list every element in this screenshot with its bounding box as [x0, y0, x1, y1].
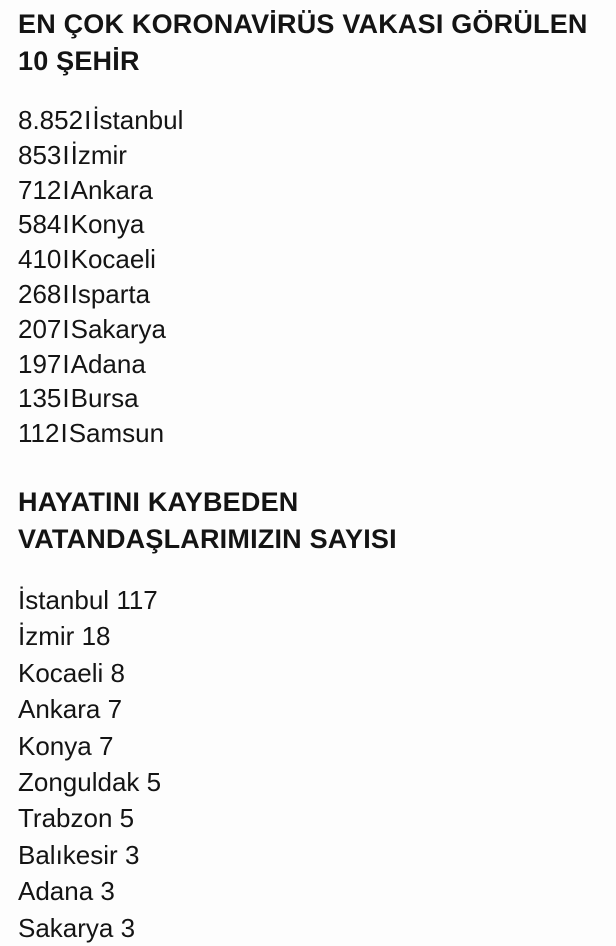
case-row	[18, 242, 596, 277]
death-row	[18, 728, 596, 764]
case-city: Isparta	[70, 278, 151, 309]
case-count: 8.852	[18, 105, 84, 135]
death-city: Balıkesir	[18, 839, 118, 870]
cases-title-line-1: EN ÇOK KORONAVİRÜS VAKASI GÖRÜLEN	[18, 9, 588, 39]
separator: I	[62, 313, 70, 344]
death-count: 3	[124, 839, 140, 870]
deaths-title-line-1: HAYATINI KAYBEDEN	[18, 486, 299, 517]
separator: I	[62, 348, 70, 379]
death-row	[18, 618, 596, 654]
case-count: 112	[18, 418, 60, 449]
case-city: İzmir	[70, 139, 127, 170]
death-city: Adana	[18, 876, 94, 907]
case-city: Bursa	[70, 383, 139, 414]
death-count: 117	[116, 584, 158, 615]
death-count: 5	[146, 767, 162, 797]
case-city: Ankara	[70, 174, 154, 205]
case-row	[18, 103, 596, 138]
separator: I	[62, 174, 70, 205]
death-city: İzmir	[18, 621, 75, 652]
case-count: 268	[18, 278, 62, 309]
death-city: Zonguldak	[18, 767, 140, 797]
death-city: Sakarya	[18, 912, 114, 943]
case-count: 135	[18, 383, 62, 414]
death-count: 5	[119, 803, 135, 834]
case-row	[18, 277, 596, 312]
death-count: 3	[120, 912, 136, 943]
case-count: 584	[18, 209, 62, 240]
case-count: 197	[18, 348, 62, 379]
death-count: 7	[107, 694, 123, 725]
case-city: İstanbul	[92, 105, 184, 135]
death-row	[18, 910, 596, 946]
separator: I	[62, 278, 70, 309]
case-row	[18, 312, 596, 347]
cases-list	[18, 103, 596, 451]
death-row	[18, 837, 596, 873]
case-count: 410	[18, 244, 62, 275]
death-count: 3	[100, 876, 115, 907]
case-row	[18, 381, 596, 416]
death-row	[18, 691, 596, 727]
separator: I	[62, 209, 70, 240]
death-row	[18, 800, 596, 836]
death-row	[18, 582, 596, 618]
death-row	[18, 764, 596, 800]
case-city: Samsun	[68, 418, 165, 449]
separator: I	[84, 105, 92, 135]
case-city: Kocaeli	[70, 244, 156, 275]
case-row	[18, 416, 596, 451]
death-city: Ankara	[18, 694, 101, 725]
case-city: Sakarya	[70, 313, 167, 344]
cases-title-line-2: 10 ŞEHİR	[18, 46, 140, 76]
death-row	[18, 655, 596, 691]
case-city: Adana	[70, 348, 146, 379]
case-row	[18, 207, 596, 242]
separator: I	[62, 244, 70, 275]
death-city: Trabzon	[18, 803, 113, 834]
case-city: Konya	[70, 209, 145, 240]
separator: I	[60, 418, 68, 449]
separator: I	[62, 139, 70, 170]
deaths-title-line-2: VATANDAŞLARIMIZIN SAYISI	[18, 523, 397, 554]
case-count: 207	[18, 313, 62, 344]
death-city: Kocaeli	[18, 657, 104, 688]
death-count: 7	[98, 730, 114, 761]
death-row	[18, 873, 596, 909]
death-city: İstanbul	[18, 584, 110, 615]
separator: I	[62, 383, 70, 414]
case-row	[18, 173, 596, 208]
case-row	[18, 347, 596, 382]
death-city: Konya	[18, 730, 92, 761]
case-row	[18, 138, 596, 173]
case-count: 853	[18, 139, 62, 170]
cases-section-title	[18, 6, 596, 80]
case-count: 712	[18, 174, 62, 205]
death-count: 18	[81, 621, 111, 652]
deaths-section-title	[18, 484, 596, 558]
deaths-list	[18, 582, 596, 946]
death-count: 8	[110, 657, 125, 688]
